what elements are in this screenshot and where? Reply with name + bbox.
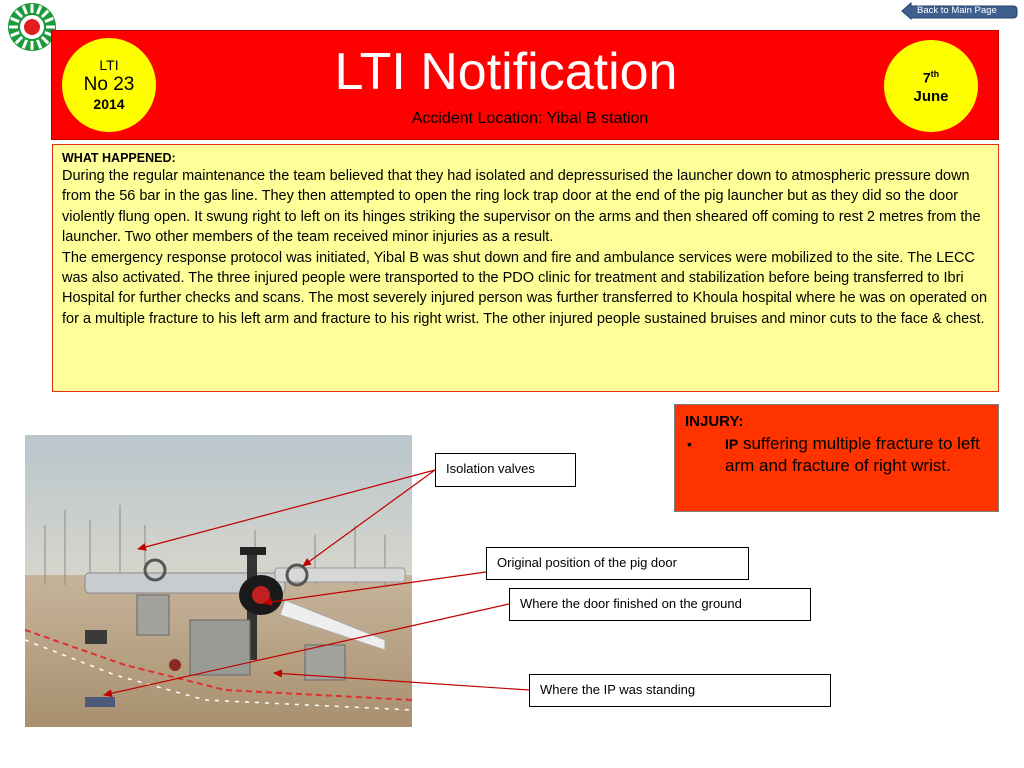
injury-ip: IP <box>725 436 739 452</box>
label-original-position: Original position of the pig door <box>486 547 749 580</box>
bullet-icon: • <box>687 436 692 452</box>
injury-heading: INJURY: <box>685 413 744 430</box>
page-title: LTI Notification <box>334 43 678 101</box>
back-button-label: Back to Main Page <box>917 5 997 16</box>
what-happened-heading: WHAT HAPPENED: <box>62 151 176 165</box>
label-ip-standing: Where the IP was standing <box>529 674 831 707</box>
date-month: June <box>913 87 949 105</box>
what-happened-paragraph-1: During the regular maintenance the team believed that they had isolated and depressurised the launcher down to atmospheric pressure down from the 56 bar in the gas line. They then attempted to open the ring lock trap door at the end of the pig launcher but as they did so the door violently flung open. It swung right to left on its hinges striking the supervisor on the arms and then sheared off coming to rest 2 metres from the launcher. Two other members of the team received minor injuries as a result. <box>62 168 981 246</box>
injury-text: suffering multiple fracture to left arm and fracture of right wrist. <box>725 434 980 475</box>
lti-label: LTI <box>99 57 119 73</box>
accident-location: Accident Location: Yibal B station <box>411 110 649 127</box>
label-door-finished: Where the door finished on the ground <box>509 588 811 621</box>
what-happened-paragraph-2: The emergency response protocol was initiated, Yibal B was shut down and fire and ambulance services were mobilized to the site. The LECC was also activated. The three injured people were transported to the PDO clinic for treatment and stabilization before being transferred to Ibri Hospital for further checks and scans. The most severely injured person was further transferred to Khoula hospital where he was on operated on for a multiple fracture to his left arm and fracture to his right wrist. The other injured people sustained bruises and minor cuts to the face & chest. <box>62 249 988 327</box>
lti-number: No 23 <box>83 74 135 95</box>
date-day: 7th <box>922 69 940 86</box>
label-isolation-valves: Isolation valves <box>435 453 576 487</box>
date-suffix: th <box>930 69 940 80</box>
lti-year: 2014 <box>93 96 125 112</box>
